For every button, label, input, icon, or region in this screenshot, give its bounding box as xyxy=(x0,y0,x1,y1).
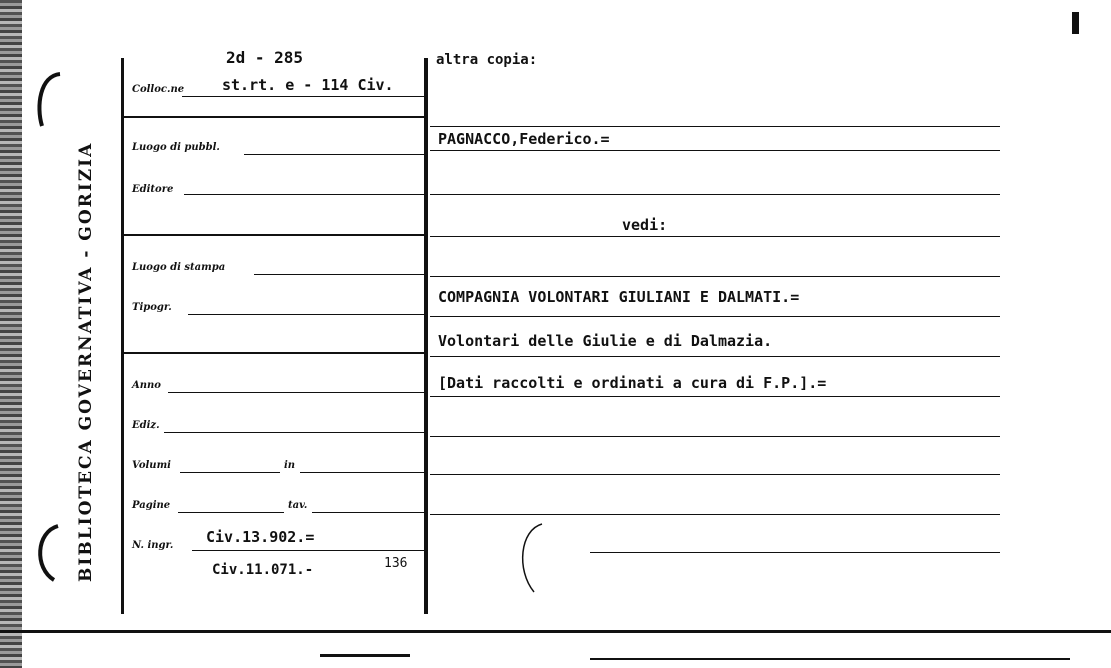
punch-hole-bottom-icon xyxy=(28,520,68,590)
right-rule-3 xyxy=(430,194,1000,195)
volumi-line xyxy=(180,472,280,473)
luogo-pubbl-line xyxy=(244,154,424,155)
collocation-value: st.rt. e - 114 Civ. xyxy=(222,76,394,94)
pagine-label: Pagine xyxy=(132,500,171,511)
luogo-pubbl-label: Luogo di pubbl. xyxy=(132,142,220,153)
right-rule-9 xyxy=(430,436,1000,437)
right-rule-7 xyxy=(430,356,1000,357)
luogo-stampa-line xyxy=(254,274,424,275)
altra-copia-label: altra copia: xyxy=(436,52,538,68)
in-label: in xyxy=(284,460,296,471)
volumi-label: Volumi xyxy=(132,460,171,471)
right-rule-10 xyxy=(430,474,1000,475)
tipogr-line xyxy=(188,314,424,315)
see-also-line-3: [Dati raccolti e ordinati a cura di F.P.].= xyxy=(438,374,827,392)
scan-bottom-mark-2 xyxy=(590,658,1070,660)
punch-hole-right-icon xyxy=(510,520,550,600)
scanned-card-edge xyxy=(0,0,22,668)
library-title-vertical: BIBLIOTECA GOVERNATIVA - GORIZIA xyxy=(76,141,96,582)
left-section-rule-3 xyxy=(121,352,424,354)
right-rule-11 xyxy=(430,514,1000,515)
anno-label: Anno xyxy=(132,380,161,391)
ediz-line xyxy=(164,432,424,433)
left-section-rule-1 xyxy=(121,116,424,118)
n-ingr-value-1: Civ.13.902.= xyxy=(206,528,315,546)
right-rule-12 xyxy=(590,552,1000,553)
tav-line xyxy=(312,512,424,513)
editore-label: Editore xyxy=(132,184,174,195)
ediz-label: Ediz. xyxy=(132,420,160,431)
left-section-rule-2 xyxy=(121,234,424,236)
right-rule-6 xyxy=(430,316,1000,317)
n-ingr-line xyxy=(192,550,424,551)
anno-line xyxy=(168,392,424,393)
in-line xyxy=(300,472,424,473)
right-rule-8 xyxy=(430,396,1000,397)
scan-bottom-edge xyxy=(0,630,1111,633)
n-ingr-value-2: Civ.11.071.- xyxy=(212,562,314,578)
author-entry: PAGNACCO,Federico.= xyxy=(438,130,610,148)
right-rule-5 xyxy=(430,276,1000,277)
right-rule-2 xyxy=(430,150,1000,151)
collocation-number: 2d - 285 xyxy=(226,48,304,67)
pagine-line xyxy=(178,512,284,513)
punch-hole-top-icon xyxy=(30,66,70,136)
n-ingr-label: N. ingr. xyxy=(132,540,174,551)
see-also-line-2: Volontari delle Giulie e di Dalmazia. xyxy=(438,332,773,350)
tipogr-label: Tipogr. xyxy=(132,302,172,313)
collocation-underline xyxy=(182,96,424,97)
scan-bottom-mark-1 xyxy=(320,654,410,657)
see-also-line-1: COMPAGNIA VOLONTARI GIULIANI E DALMATI.= xyxy=(438,288,800,306)
luogo-stampa-label: Luogo di stampa xyxy=(132,262,226,273)
corner-mark xyxy=(1072,12,1079,34)
left-border-rule xyxy=(121,58,124,614)
tav-label: tav. xyxy=(288,500,308,511)
collocation-label: Colloc.ne xyxy=(132,84,185,95)
margin-note: 136 xyxy=(384,556,408,571)
right-rule-4 xyxy=(430,236,1000,237)
right-rule-1 xyxy=(430,126,1000,127)
vedi-label: vedi: xyxy=(622,216,668,234)
center-divider-rule xyxy=(424,58,428,614)
editore-line xyxy=(184,194,424,195)
